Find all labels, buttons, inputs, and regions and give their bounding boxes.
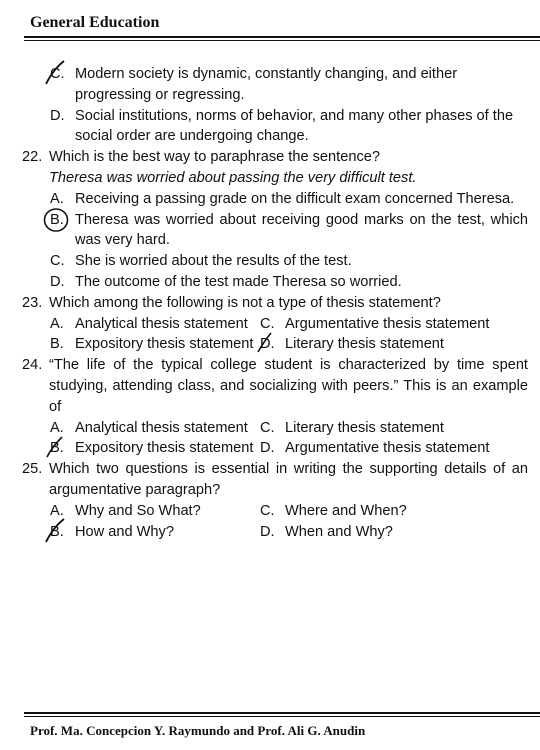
q25-option-d xyxy=(260,522,393,543)
q25-option-b xyxy=(50,522,260,543)
option-letter: A. xyxy=(50,502,64,519)
q24-options-row-2 xyxy=(50,438,528,459)
option-letter: D. xyxy=(50,107,65,124)
q24-option-c xyxy=(260,418,444,439)
footer-rule-thin xyxy=(24,716,540,717)
page-header-title: General Education xyxy=(30,14,160,31)
option-text: Analytical thesis statement xyxy=(75,315,248,332)
q25-option-c xyxy=(260,501,407,522)
question-number: 22. xyxy=(22,149,43,166)
option-letter: C. xyxy=(50,253,65,270)
q25-option-a xyxy=(50,501,260,522)
checkmark-icon xyxy=(44,60,68,86)
question-text: Which is the best way to paraphrase the sentence? xyxy=(49,149,380,166)
option-text: Literary thesis statement xyxy=(285,419,444,436)
option-letter: A. xyxy=(50,419,64,436)
option-text: She is worried about the results of the test. xyxy=(75,253,352,270)
q24-options-row-1 xyxy=(50,418,528,439)
option-letter: B. xyxy=(50,440,64,457)
option-letter: D. xyxy=(260,440,275,457)
option-text: Theresa was worried about receiving good marks on the test, which was very hard. xyxy=(75,211,528,249)
option-text: Where and When? xyxy=(285,502,407,519)
question-number: 23. xyxy=(22,294,43,311)
option-text: Social institutions, norms of behavior, and many other phases of the social order are undergoing change. xyxy=(75,107,514,145)
option-text: Modern society is dynamic, constantly changing, and either progressing or regressing. xyxy=(75,66,458,103)
question-25 xyxy=(22,459,528,501)
q22-option-a xyxy=(50,189,528,210)
option-text: Expository thesis statement xyxy=(75,336,254,353)
q25-options-row-1 xyxy=(50,501,528,522)
q22-option-b xyxy=(50,210,528,252)
footer-authors: Prof. Ma. Concepcion Y. Raymundo and Prof. Ali G. Anudin xyxy=(30,723,366,738)
option-letter: B. xyxy=(50,211,64,228)
question-number: 24. xyxy=(22,357,43,374)
question-22-sentence: Theresa was worried about passing the very difficult test. xyxy=(49,169,417,186)
q21-option-c xyxy=(50,64,528,106)
option-text: Analytical thesis statement xyxy=(75,419,248,436)
q23-option-b xyxy=(50,334,260,355)
option-letter: D. xyxy=(50,273,65,290)
question-22 xyxy=(22,147,528,168)
option-text: Argumentative thesis statement xyxy=(285,440,490,457)
option-text: The outcome of the test made Theresa so worried. xyxy=(75,273,402,290)
answer-circle-icon xyxy=(43,207,69,233)
option-text: Why and So What? xyxy=(75,502,201,519)
q23-option-a xyxy=(50,314,260,335)
question-23 xyxy=(22,293,528,314)
question-content xyxy=(22,64,528,542)
q24-option-a xyxy=(50,418,260,439)
option-text: Literary thesis statement xyxy=(285,336,444,353)
checkmark-icon xyxy=(44,518,68,544)
q24-option-d xyxy=(260,438,489,459)
question-text: “The life of the typical college student is characterized by time spent studying, attending class, and socializing with peers.” This is an example of xyxy=(49,357,528,415)
option-text: Expository thesis statement xyxy=(75,440,254,457)
option-letter: D. xyxy=(260,336,275,353)
option-letter: C. xyxy=(50,66,65,82)
option-letter: B. xyxy=(50,523,64,540)
q25-options-row-2 xyxy=(50,522,528,543)
option-letter: C. xyxy=(260,502,275,519)
option-text: Argumentative thesis statement xyxy=(285,315,490,332)
checkmark-icon xyxy=(254,330,278,356)
option-letter: B. xyxy=(50,336,64,353)
header-rule-thin xyxy=(24,40,540,41)
footer-rule-thick xyxy=(24,712,540,714)
option-letter: C. xyxy=(260,315,275,332)
option-letter: C. xyxy=(260,419,275,436)
q21-option-d xyxy=(50,106,528,148)
q23-options-row-1 xyxy=(50,314,528,335)
q22-option-c xyxy=(50,251,528,272)
q23-option-d xyxy=(260,334,444,355)
question-24 xyxy=(22,355,528,417)
q24-option-b xyxy=(50,438,260,459)
option-text: How and Why? xyxy=(75,523,174,540)
question-number: 25. xyxy=(22,461,43,478)
q23-options-row-2 xyxy=(50,334,528,355)
option-letter: A. xyxy=(50,190,64,207)
option-letter: A. xyxy=(50,315,64,332)
q23-option-c xyxy=(260,314,489,335)
option-text: When and Why? xyxy=(285,523,393,540)
question-text: Which two questions is essential in writing the supporting details of an argumentative paragraph? xyxy=(49,461,528,498)
header-rule-thick xyxy=(24,36,540,38)
option-letter: D. xyxy=(260,523,275,540)
question-text: Which among the following is not a type of thesis statement? xyxy=(49,294,441,311)
q22-option-d xyxy=(50,272,528,293)
option-text: Receiving a passing grade on the difficult exam concerned Theresa. xyxy=(75,190,515,207)
checkmark-icon xyxy=(44,434,68,460)
